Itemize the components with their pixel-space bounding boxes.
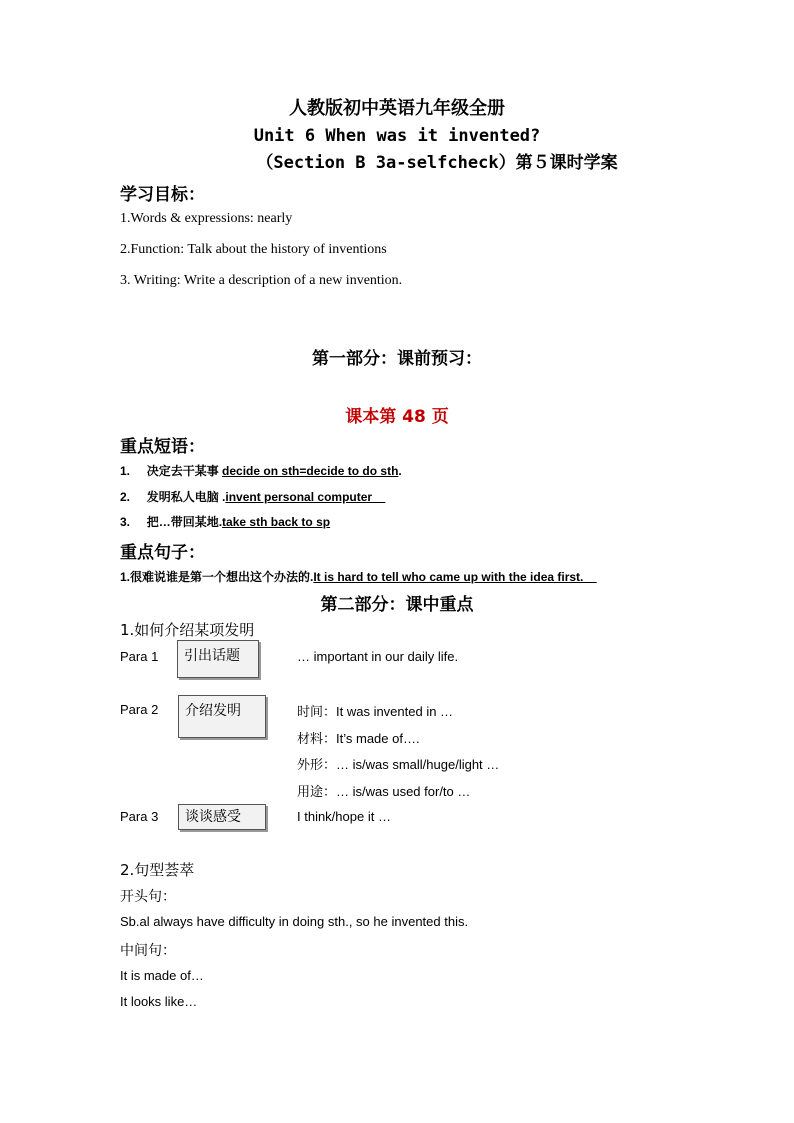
para-label: Para 3	[120, 809, 159, 824]
para-detail-line: 外形：… is/was small/huge/light …	[297, 757, 500, 772]
phrase-cn: 把…带回某地.	[146, 515, 223, 529]
objectives-heading: 学习目标：	[120, 185, 205, 205]
objective-item: 2.Function: Talk about the history of inventions	[120, 242, 387, 257]
middle-sentence: It looks like…	[120, 994, 198, 1009]
para-detail-line: 用途：… is/was used for/to …	[297, 784, 471, 799]
title-line-2: Unit 6 When was it invented?	[253, 126, 541, 146]
part1-heading: 第一部分：课前预习：	[312, 349, 482, 369]
middle-sentence: It is made of…	[120, 968, 204, 983]
page-reference: 课本第 48 页	[345, 407, 449, 427]
para-box-intro: 介绍发明	[178, 695, 266, 738]
objective-item: 1.Words & expressions: nearly	[120, 211, 293, 226]
sentence-en: It is hard to tell who came up with the idea first.	[313, 570, 597, 584]
middle-label: 中间句：	[120, 943, 176, 959]
para-detail-line: 材料：It’s made of….	[297, 731, 420, 746]
title-line-3-text: （Section B 3a-selfcheck）第５课时学案	[256, 153, 618, 173]
part2-heading: 第二部分：课中重点	[320, 595, 474, 615]
phrases-heading: 重点短语：	[120, 437, 205, 457]
sentences-heading: 重点句子：	[120, 543, 205, 563]
key-sentence	[120, 568, 597, 585]
sentence-cn: 1.很难说谁是第一个想出这个办法的.	[120, 570, 314, 584]
para-label: Para 2	[120, 702, 159, 717]
phrase-num: 2.	[120, 490, 131, 504]
opening-sentence: Sb.al always have difficulty in doing sth., so he invented this.	[120, 914, 469, 929]
para-text: I think/hope it …	[297, 809, 391, 824]
phrase-en: take sth back to sp	[222, 515, 331, 529]
para-detail-line: 时间：It was invented in …	[297, 704, 454, 719]
title-line-1: 人教版初中英语九年级全册	[289, 98, 505, 119]
opening-label: 开头句：	[120, 889, 176, 905]
title-line-3	[40, 152, 794, 174]
phrase-item	[120, 462, 402, 479]
phrase-en: invent personal computer	[225, 490, 386, 504]
phrase-tail: .	[398, 464, 402, 478]
phrase-cn: 决定去干某事	[146, 464, 223, 478]
para-box-topic: 引出话题	[177, 640, 259, 678]
phrase-cn: 发明私人电脑 .	[146, 490, 226, 504]
sub-heading-1: 1.如何介绍某项发明	[120, 621, 255, 639]
phrase-num: 3.	[120, 515, 131, 529]
para-text: … important in our daily life.	[297, 649, 459, 664]
phrase-item	[120, 513, 330, 530]
para-label: Para 1	[120, 649, 159, 664]
sub-heading-2: 2.句型荟萃	[120, 861, 195, 879]
para-box-feeling: 谈谈感受	[178, 804, 266, 830]
phrase-item	[120, 488, 385, 505]
phrase-num: 1.	[120, 464, 131, 478]
phrase-en: decide on sth=decide to do sth	[222, 464, 399, 478]
objective-item: 3. Writing: Write a description of a new invention.	[120, 273, 403, 288]
